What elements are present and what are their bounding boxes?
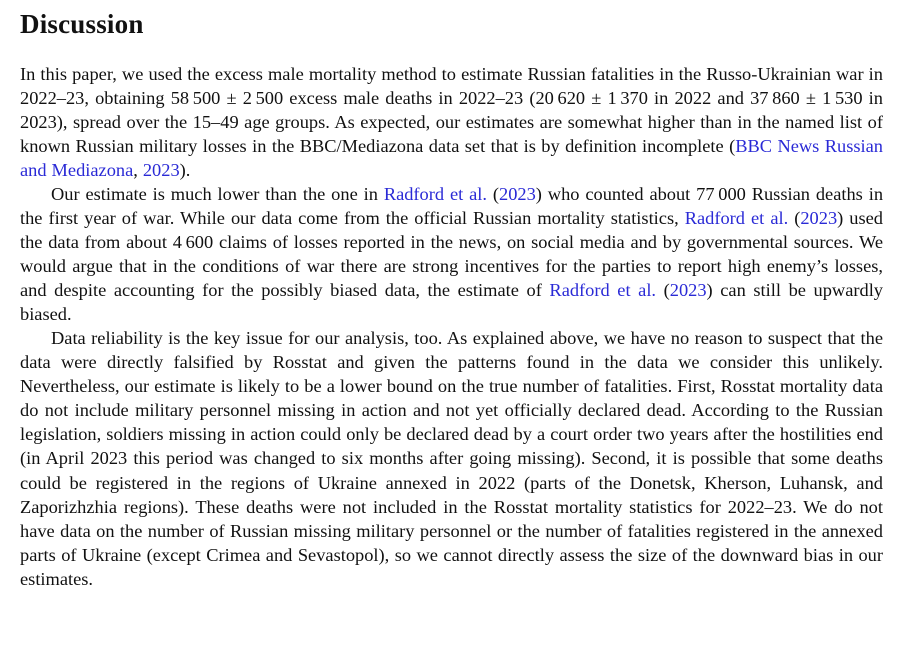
section-heading: Discussion: [20, 9, 144, 39]
citation-link-radford[interactable]: Radford et al.: [549, 280, 657, 301]
citation-year-link[interactable]: 2023: [800, 208, 838, 229]
p2-text-4: (: [788, 208, 801, 229]
p2-text-5: ) used the data from about 4 600 claims of losses reported in the news, on social media and by governmental sources. We would argue that in the conditions of war there are strong incentives for the parties to report high enemy’s losses, and despite accounting for the possibly biased data, the estimate of: [20, 208, 883, 301]
p3-text-1: Data reliability is the key issue for our analysis, too. As explained above, we have no reason to suspect that the data were directly falsified by Rosstat and given the patterns found in the data we consider this unlikely. Nevertheless, our estimate is likely to be a lower bound on the true number of fatalities. First, Rosstat mortality data do not include military personnel missing in action and not yet officially declared dead. According to the Russian legislation, soldiers missing in action could only be declared dead by a court order two years after the hostilities end (in April 2023 this period was changed to six months after going missing). Second, it is possible that some deaths could be registered in the regions of Ukraine annexed in 2022 (parts of the Donetsk, Kherson, Luhansk, and Zaporizhzhia regions). These deaths were not included in the Rosstat mortality statistics for 2022–23. We do not have data on the number of Russian missing military personnel or the number of fatalities registered in the annexed parts of Ukraine (except Crimea and Sevastopol), so we cannot directly assess the size of the downward bias in our estimates.: [20, 328, 883, 589]
citation-year-link[interactable]: 2023: [499, 184, 536, 204]
citation-year-link[interactable]: 2023: [669, 280, 707, 301]
paragraph-1: [20, 62, 883, 182]
p2-text-2: (: [486, 184, 499, 204]
p1-text-2: ,: [133, 160, 143, 181]
citation-year-link[interactable]: 2023: [142, 160, 180, 181]
p1-text-1: In this paper, we used the excess male mortality method to estimate Russian fatalities in the Russo-Ukrainian war in 2022–23, obtaining 58 500 ± 2 500 excess male deaths in 2022–23 (20 620 ± 1 370 in 2022 and 37 860 ± 1 530 in 2023), spread over the 15–49 age groups. As expected, our estimates are somewhat higher than in the named list of known Russian military losses in the BBC/Mediazona data set that is by definition incomplete (: [20, 64, 883, 157]
citation-link-bbc[interactable]: BBC News Russian and Mediazona: [20, 136, 883, 181]
p2-text-3: ) who counted about 77 000 Russian deaths in the first year of war. While our data come from the official Russian mortality statistics,: [20, 184, 884, 229]
paragraph-3: [20, 326, 883, 591]
p2-text-6: (: [656, 280, 670, 301]
citation-link-radford[interactable]: Radford et al.: [684, 208, 789, 229]
paragraph-2: [20, 182, 883, 327]
p2-text-1: Our estimate is much lower than the one in: [51, 184, 384, 204]
p1-text-3: ).: [179, 160, 191, 181]
p2-text-7: ) can still be upwardly biased.: [20, 280, 883, 325]
citation-link-radford[interactable]: Radford et al.: [383, 184, 487, 204]
